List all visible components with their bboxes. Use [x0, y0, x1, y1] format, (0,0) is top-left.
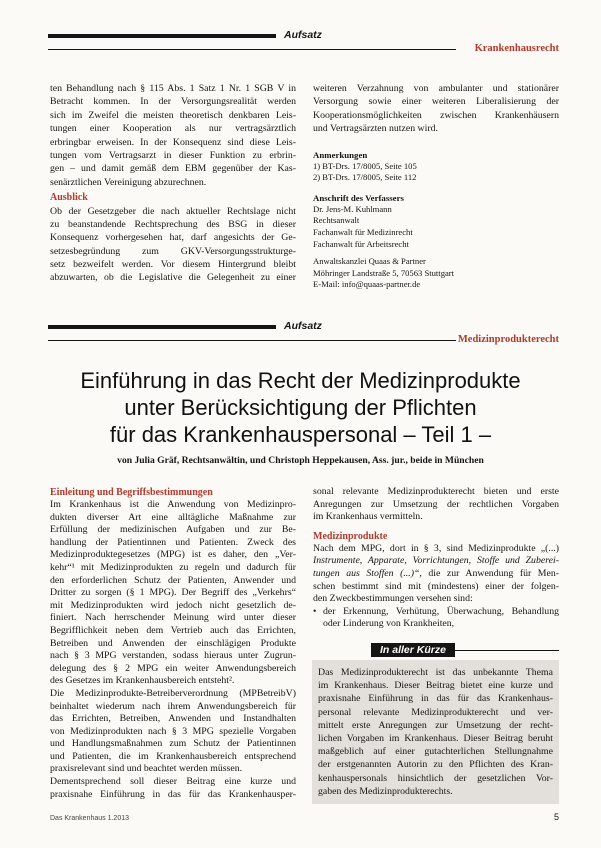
bullet-icon: [313, 606, 316, 619]
article-title: [0, 367, 601, 448]
body-text-line: weiteren Verzahnung von ambulanter und stationärer: [313, 83, 559, 94]
body-text-line: praxisnahe Einführung in das für das Krankenhausper-: [50, 788, 296, 800]
title-line: Einführung in das Recht der Medizinprodukte: [80, 368, 521, 393]
body-text-line: Medizinproduktegesetzes (MPG) ist es daher, den „Ver-: [50, 549, 296, 561]
body-text-line: Konsequenz vorhergesehen hat, darf angesichts der Ge-: [50, 232, 296, 244]
title-line: unter Berücksichtigung der Pflichten: [124, 395, 477, 420]
summary-text-line: praxisnahe Einführung in das für das Krankenhaus-: [318, 693, 553, 705]
body-text-line: erbringbar erweisen. In der Konsequenz sind diese Leis-: [50, 136, 296, 148]
header-rule: [48, 340, 456, 341]
address-line: Rechtsanwalt: [313, 215, 360, 226]
summary-text-line: Das Medizinprodukterecht ist das unbekannte Thema: [318, 667, 553, 678]
paragraph: [313, 486, 559, 524]
author-block: [313, 204, 559, 250]
paragraph: [50, 499, 296, 688]
body-text-line: [313, 568, 559, 581]
byline: von Julia Gräf, Rechtsanwältin, und Christoph Heppekausen, Ass. jur., beide in München: [117, 455, 484, 466]
body-text-line: senärztlichen Vereinigung abzurechnen.: [50, 176, 207, 188]
paragraph: [50, 205, 296, 285]
address-line: Anwaltskanzlei Quaas & Partner: [313, 256, 426, 267]
body-text-line: Betreiben und Anwenden der einschlägigen Produkte: [50, 637, 296, 649]
body-text-line: den Zweckbestimmungen versehen sind:: [313, 593, 473, 605]
summary-text-line: gaben des Medizinprodukterechts.: [318, 785, 453, 797]
summary-header: [313, 643, 559, 657]
paragraph: [50, 688, 296, 776]
summary-text-line: lichen Vorgaben im Krankenhaus. Dieser Beitrag beruht: [318, 732, 553, 744]
body-text-line: beinhaltet wiederum nach ihrem Anwendungsbereich für: [50, 700, 296, 712]
body-text-line: von Medizinprodukten nach § 3 MPG spezielle Vorgaben: [50, 725, 296, 737]
body-text-line: ten Behandlung nach § 115 Abs. 1 Satz 1 Nr. 1 SGB V in: [50, 83, 296, 94]
previous-article-right-column: [313, 82, 559, 291]
address-line: Fachanwalt für Arbeitsrecht: [313, 238, 409, 249]
body-text-line: tungen einer Kooperation als nur vertragsärztlich: [50, 123, 296, 135]
text-segment: Instrumente, Apparate, Vorrichtungen, Stoffe und Zuberei-: [313, 555, 559, 567]
footnote-line: 1) BT-Drs. 17/8005, Seite 105: [313, 160, 417, 171]
body-text-line: [313, 555, 559, 568]
summary-label: In aller Kürze: [371, 643, 455, 657]
list-text-line: oder Linderung von Krankheiten,: [323, 618, 455, 630]
subheading-ausblick: Ausblick: [50, 192, 88, 204]
address-line: Möhringer Landstraße 5, 70563 Stuttgart: [313, 267, 455, 278]
body-text-line: Ob der Gesetzgeber die nach aktueller Rechtslage nicht: [50, 205, 296, 217]
body-text-line: Anregungen zur Umsetzung der rechtlichen Vorgaben: [313, 498, 559, 510]
body-text-line: Die Medizinprodukte-Betreiberverordnung (MPBetreibV): [50, 687, 296, 699]
body-text-line: mit Medizinprodukten wird jedoch nicht gesetzlich de-: [50, 599, 296, 611]
rubric-label: Krankenhausrecht: [474, 43, 559, 54]
firm-block: [313, 256, 559, 291]
address-heading: Anschrift des Verfassers: [313, 192, 404, 203]
address-line: Dr. Jens-M. Kuhlmann: [313, 203, 392, 214]
body-text-line: und Vertragsärzten nutzen wird.: [313, 123, 438, 135]
section-label: Aufsatz: [284, 29, 322, 41]
subheading-medizinprodukte: Medizinprodukte: [313, 530, 388, 542]
text-segment: tungen aus Stoffen (...)“: [313, 567, 420, 579]
body-text-line: und Handlungsmaßnahmen zum Schutz der Patientinnen: [50, 738, 296, 750]
text-segment: , die zur Anwendung für Men-: [419, 567, 559, 579]
body-text-line: Im Krankenhaus ist die Anwendung von Medizinpro-: [50, 499, 296, 510]
section-header-top: [48, 31, 559, 57]
body-text-line: setzesbegründung zum GKV-Versorgungsstrukturge-: [50, 245, 296, 257]
paragraph: [50, 82, 296, 189]
body-text-line: handlung der Patientinnen und Patienten. Zweck des: [50, 536, 296, 548]
header-bar: [48, 34, 276, 38]
body-text-line: zu beanstandende Rechtsprechung des BSG in dieser: [50, 218, 296, 230]
body-text-line: den erforderlichen Schutz der Patienten, Anwender und: [50, 574, 296, 586]
body-text-line: das Errichten, Betreiben, Anwenden und Instandhalten: [50, 713, 296, 725]
article-right-column: [313, 486, 559, 631]
body-text-line: Erfüllung der medizinischen Aufgaben und zur Be-: [50, 524, 296, 536]
summary-text-line: personal relevante Medizinprodukterecht und ver-: [318, 706, 553, 718]
body-text-line: Nach dem MPG, dort in § 3, sind Medizinprodukte „(...): [313, 542, 559, 554]
body-text-line: des Gesetzes im Krankenhausbereich entsteht².: [50, 675, 235, 687]
body-text-line: Begrifflichkeit neben dem Vertrieb auch das Errichten,: [50, 624, 296, 636]
body-text-line: im Krankenhaus vermitteln.: [313, 511, 423, 523]
summary-text-line: maßgeblich auf einer gutachterlichen Stellungnahme: [318, 746, 553, 758]
rubric-label: Medizinprodukterecht: [457, 334, 559, 345]
address-line: Fachanwalt für Medizinrecht: [313, 226, 413, 237]
section-label: Aufsatz: [284, 320, 322, 332]
body-text-line: sich im Zweifel die meisten theoretisch denkbaren Leis-: [50, 109, 296, 121]
body-text-line: Dementsprechend soll dieser Beitrag eine kurze und: [50, 776, 296, 788]
body-text-line: Dritter zu sorgen (§ 1 MPG). Der Begriff des „Verkehrs“: [50, 587, 296, 599]
address-line: E-Mail: info@quaas-partner.de: [313, 279, 421, 290]
notes-heading: Anmerkungen: [313, 149, 368, 160]
previous-article-left-column: [50, 82, 296, 285]
body-text-line: praxisrelevant sind und beachtet werden müssen.: [50, 763, 243, 775]
body-text-line: finiert. Nach herrschender Meinung wird unter dieser: [50, 612, 296, 624]
header-bar: [48, 325, 276, 329]
summary-text-line: kenhauspersonals hinsichtlich der gesetzlichen Vor-: [318, 772, 553, 784]
subheading-einleitung: Einleitung und Begriffsbestimmungen: [50, 487, 213, 498]
footnotes: [313, 161, 559, 184]
bullet-text: [323, 606, 559, 631]
body-text-line: sonal relevante Medizinprodukterecht bieten und erste: [313, 486, 559, 497]
body-text-line: Versorgung sowie einer weiteren Liberalisierung der: [313, 96, 559, 108]
paragraph: [50, 776, 296, 801]
body-text-line: Kooperationsmöglichkeiten zwischen Krankenhäusern: [313, 109, 559, 121]
journal-footer: Das Krankenhaus 1.2013: [50, 815, 129, 822]
summary-text-line: der erstgenannten Autorin zu den Pflichten des Kran-: [318, 759, 553, 771]
article-left-column: [50, 486, 296, 801]
section-header-article: [48, 322, 559, 348]
body-text-line: setz bezweifelt werden. Vor diesem Hintergrund bleibt: [50, 259, 296, 271]
body-text-line: abzuwarten, ob die Legislative die Gelegenheit zu einer: [50, 272, 296, 284]
body-text-line: tungen vom Vertragsarzt in dieser Funktion zu erbrin-: [50, 149, 296, 161]
body-text-line: dukten diverser Art eine alltägliche Maßnahme zur: [50, 511, 296, 523]
body-text-line: schen bestimmt sind mit (mindestens) einer der folgen-: [313, 580, 559, 592]
body-text-line: und Patienten, die im Krankenhausbereich entsprechend: [50, 750, 296, 762]
paragraph: [313, 543, 559, 606]
list-text-line: der Erkennung, Verhütung, Überwachung, Behandlung: [323, 605, 559, 617]
body-text-line: nach § 3 MPG verstanden, sodass hieraus unter Zugrun-: [50, 650, 296, 662]
summary-text-line: mittelt erste Anregungen zur Umsetzung der recht-: [318, 719, 553, 731]
summary-box: [312, 660, 559, 804]
body-text-line: gen – und damit gemäß dem EBM gegenüber der Kas-: [50, 163, 296, 175]
summary-text: [318, 666, 553, 798]
summary-text-line: im Krankenhaus. Dieser Beitrag bietet eine kurze und: [318, 680, 553, 692]
footnote-line: 2) BT-Drs. 17/8005, Seite 112: [313, 172, 417, 183]
body-text-line: Betracht kommen. In der Versorgungsrealität werden: [50, 96, 296, 108]
bullet-list-item: [313, 606, 559, 631]
title-line: für das Krankenhauspersonal – Teil 1 –: [109, 422, 492, 447]
body-text-line: delegung des § 2 MPG ein weiter Anwendungsbereich: [50, 662, 296, 674]
page-number: 5: [553, 812, 559, 822]
paragraph: [313, 82, 559, 136]
body-text-line: kehr“¹ mit Medizinprodukten zu regeln und dadurch für: [50, 561, 296, 573]
header-rule: [48, 49, 456, 50]
